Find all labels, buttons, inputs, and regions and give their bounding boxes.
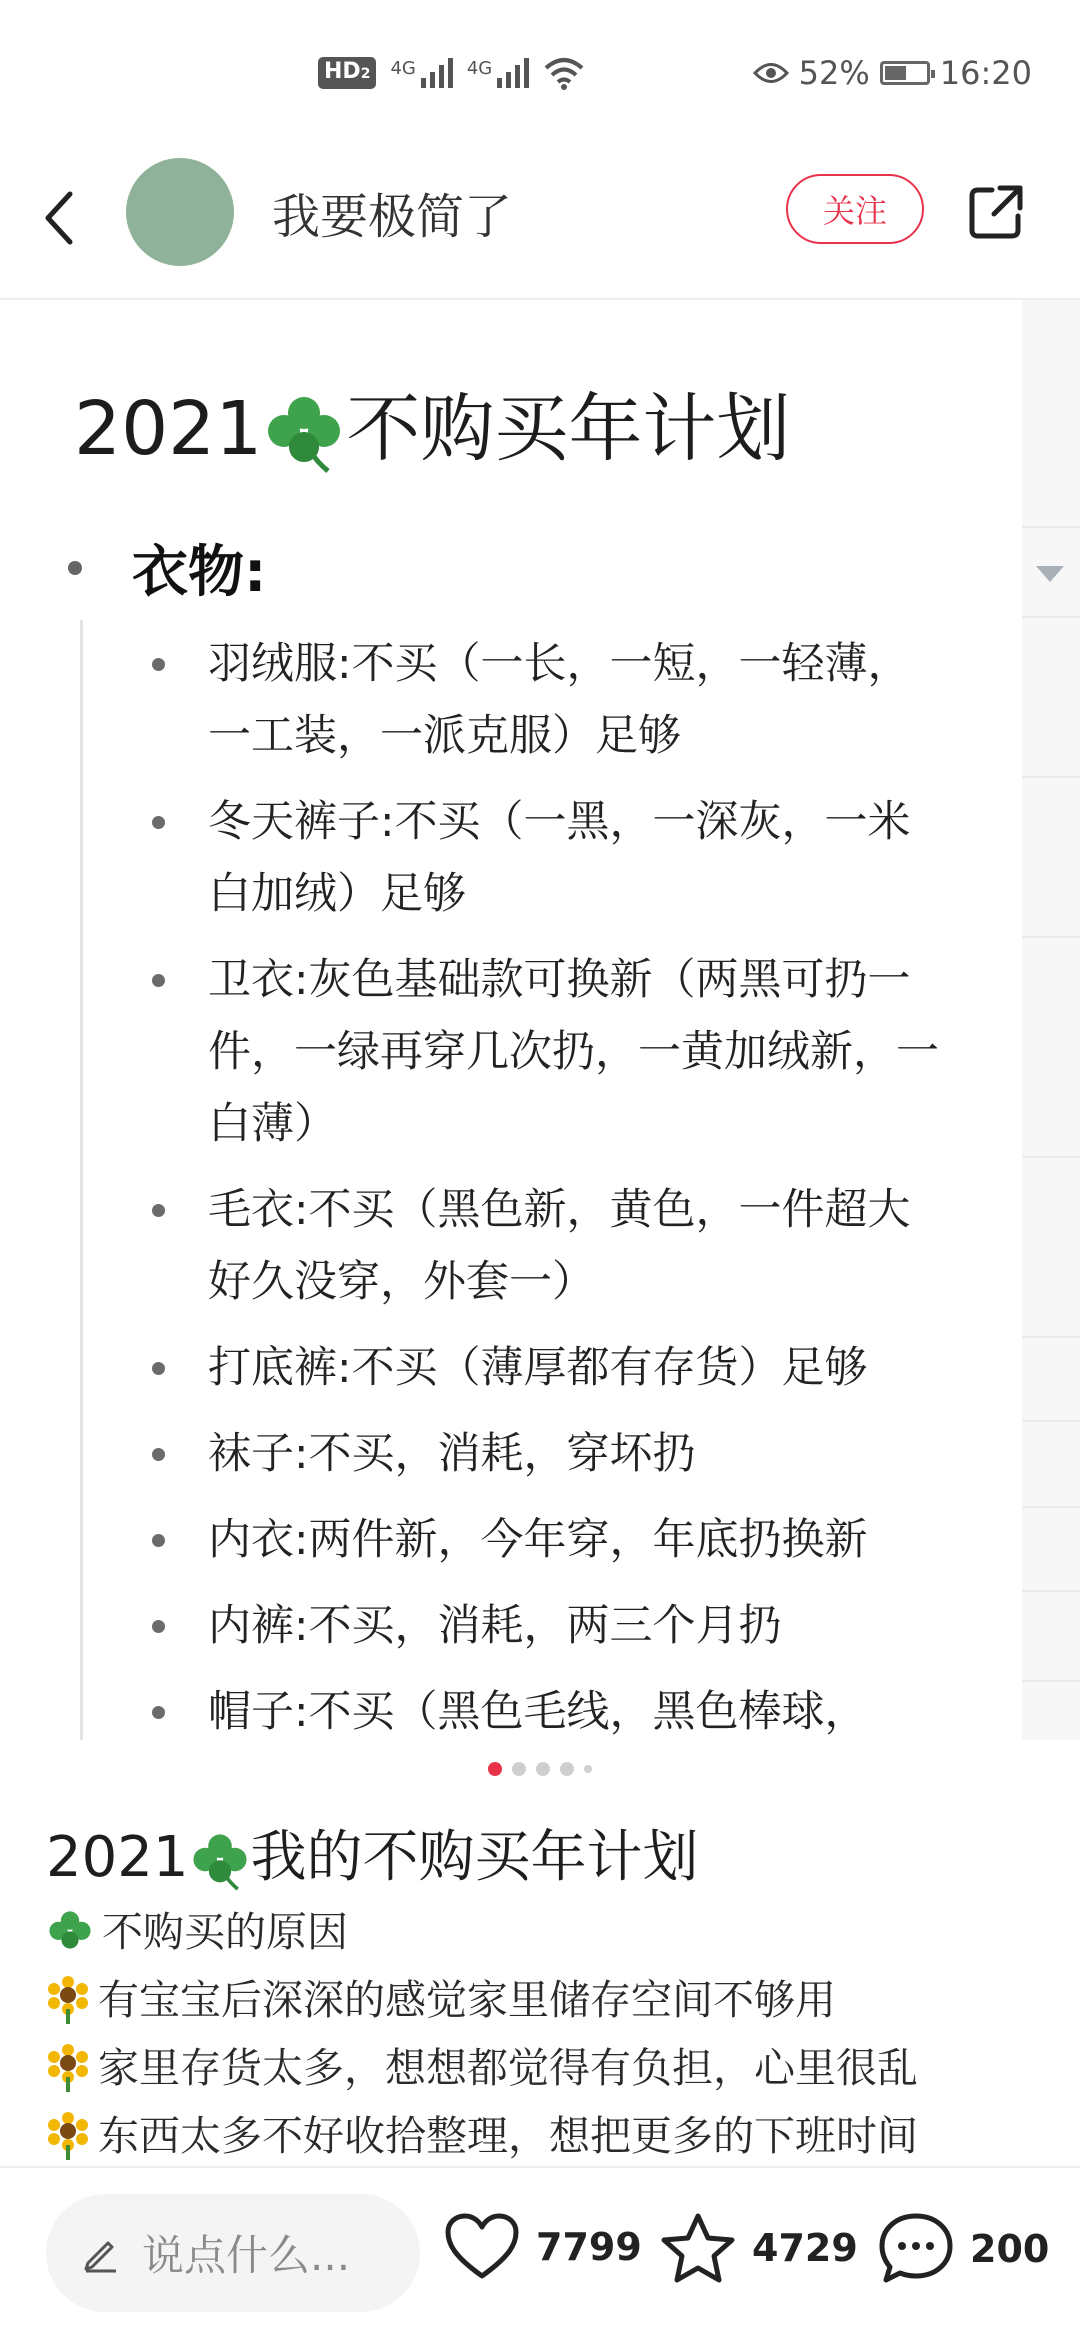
status-icons — [318, 56, 585, 90]
section-heading: 衣物: — [68, 528, 266, 608]
clover-icon — [189, 1830, 251, 1892]
image-title: 2021 不购买年计划 — [74, 370, 790, 476]
indent-guide — [80, 620, 83, 1740]
caption-line: 东西太多不好收拾整理，想把更多的下班时间 — [46, 2102, 1046, 2170]
star-icon — [660, 2212, 736, 2284]
comment-button[interactable] — [878, 2212, 1049, 2286]
sunflower-icon — [46, 1976, 90, 2024]
caption-line: 不购买的原因 — [46, 1898, 1046, 1966]
like-count: 7799 — [536, 2225, 642, 2269]
pencil-icon — [80, 2233, 120, 2273]
list-item: 袜子:不买，消耗，穿坏扔 — [152, 1418, 952, 1490]
heart-icon — [444, 2212, 520, 2282]
sunflower-icon — [46, 2112, 90, 2160]
caption-line: 家里存货太多，想想都觉得有负担，心里很乱 — [46, 2034, 1046, 2102]
clothing-list — [152, 628, 952, 1740]
signal-1-icon: 4G — [390, 58, 452, 88]
list-item: 打底裤:不买（薄厚都有存货）足够 — [152, 1332, 952, 1404]
eye-icon — [753, 60, 789, 86]
sunflower-icon — [46, 2044, 90, 2092]
like-button[interactable] — [444, 2212, 642, 2282]
author-avatar[interactable] — [126, 158, 234, 266]
battery-icon — [880, 61, 930, 85]
wifi-icon — [543, 56, 585, 90]
list-item: 帽子:不买（黑色毛线，黑色棒球， — [152, 1676, 952, 1740]
note-image-carousel[interactable] — [0, 300, 1080, 1740]
signal-2-icon: 4G — [467, 58, 529, 88]
status-right — [753, 54, 1032, 92]
comment-input[interactable] — [46, 2194, 420, 2312]
list-item: 羽绒服:不买（一长，一短，一轻薄，一工装，一派克服）足够 — [152, 628, 952, 772]
list-item: 毛衣:不买（黑色新，黄色，一件超大好久没穿，外套一） — [152, 1174, 952, 1318]
chat-bubble-icon — [878, 2212, 954, 2286]
pager-dot-active — [488, 1762, 502, 1776]
collect-count: 4729 — [752, 2226, 858, 2270]
pager-dot — [560, 1762, 574, 1776]
list-item: 内裤:不买，消耗，两三个月扔 — [152, 1590, 952, 1662]
author-name[interactable]: 我要极简了 — [272, 189, 513, 245]
follow-button[interactable]: 关注 — [786, 174, 924, 244]
carousel-pager — [0, 1762, 1080, 1776]
pager-dot — [584, 1765, 592, 1773]
clover-icon — [262, 391, 346, 475]
clover-icon — [46, 1908, 94, 1956]
comment-placeholder: 说点什么... — [142, 2231, 351, 2280]
hd-badge: HD2 — [318, 57, 376, 89]
side-strip — [1022, 300, 1080, 1740]
back-arrow-icon[interactable] — [40, 188, 80, 248]
battery-percent: 52% — [798, 54, 870, 92]
bottom-action-bar — [0, 2166, 1080, 2342]
status-bar — [0, 0, 1080, 150]
pager-dot — [512, 1762, 526, 1776]
comment-count: 200 — [970, 2227, 1050, 2271]
share-icon[interactable] — [966, 182, 1026, 242]
note-caption — [46, 1818, 1046, 2170]
pager-dot — [536, 1762, 550, 1776]
caption-title: 2021 我的不购买年计划 — [46, 1825, 699, 1890]
list-item: 卫衣:灰色基础款可换新（两黑可扔一件，一绿再穿几次扔，一黄加绒新，一白薄） — [152, 944, 952, 1160]
list-item: 内衣:两件新，今年穿，年底扔换新 — [152, 1504, 952, 1576]
note-header — [0, 150, 1080, 300]
list-item: 冬天裤子:不买（一黑，一深灰，一米白加绒）足够 — [152, 786, 952, 930]
clock: 16:20 — [939, 54, 1032, 92]
collect-button[interactable] — [660, 2212, 858, 2284]
collapse-arrow-icon — [1036, 566, 1064, 582]
caption-line: 有宝宝后深深的感觉家里储存空间不够用 — [46, 1966, 1046, 2034]
